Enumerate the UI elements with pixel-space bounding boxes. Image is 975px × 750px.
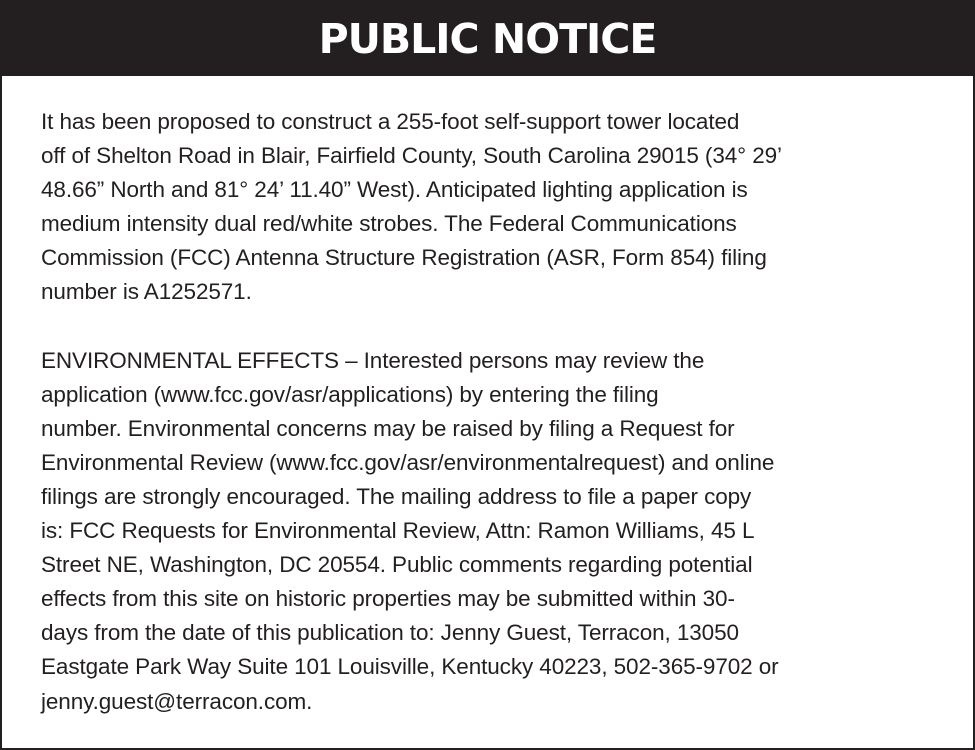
tower-proposal-paragraph: It has been proposed to construct a 255-foot self-support tower located off of Shelton Road in Blair, Fairfield County, South Carolina 29015 (34° 29’ 48.66” North and 81° 24’ 11.40” West). Anticipated lighting application is medium intensity dual red/white strobes. The Federal Communications Commission (FCC) Antenna Structure Registration (ASR, Form 854) filing number is A1252571. <box>41 109 782 305</box>
environmental-effects-paragraph: ENVIRONMENTAL EFFECTS – Interested persons may review the application (www.fcc.gov/asr/applications) by entering the filing number. Environmental concerns may be raised by filing a Request for Environmental Review (www.fcc.gov/asr/environmentalrequest) and online filings are strongly encouraged. The mailing address to file a paper copy is: FCC Requests for Environmental Review, Attn: Ramon Williams, 45 L Street NE, Washington, DC 20554. Public comments regarding potential effects from this site on historic properties may be submitted within 30- days from the date of this publication to: Jenny Guest, Terracon, 13050 Eastgate Park Way Suite 101 Louisville, Kentucky 40223, 502-365-9702 or jenny.guest@terracon.com. <box>41 347 779 714</box>
notice-header-bar <box>2 2 973 76</box>
notice-title: PUBLIC NOTICE <box>318 14 657 63</box>
notice-body <box>41 105 951 719</box>
